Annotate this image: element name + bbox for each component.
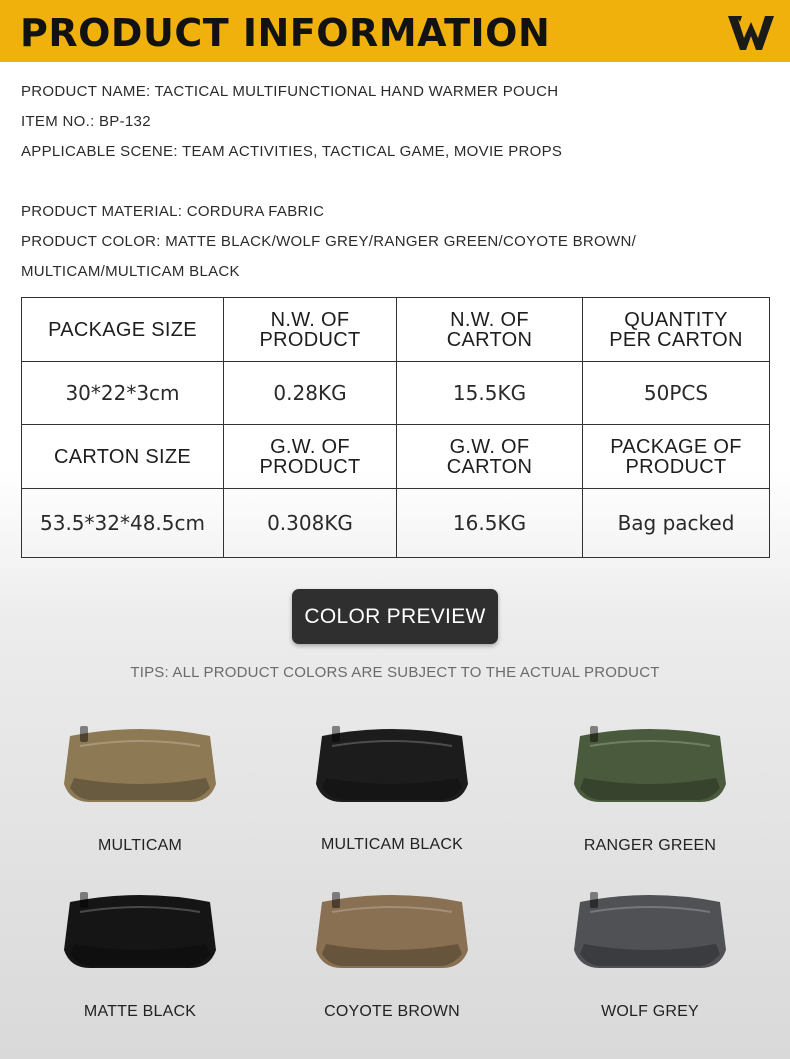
pouch-image [60, 884, 220, 974]
pouch-image [312, 718, 472, 808]
spec-header-cell: PACKAGE SIZE [22, 298, 224, 362]
nw-product-value: 0.28KG [224, 362, 397, 425]
spec-header-cell: G.W. OF PRODUCT [224, 425, 397, 489]
spec-header-cell: N.W. OF CARTON [397, 298, 583, 362]
spec-header-row [22, 425, 770, 489]
spec-value-row [22, 489, 770, 558]
pouch-image [570, 884, 730, 974]
color-label: RANGER GREEN [583, 837, 717, 854]
spec-value-row [22, 362, 770, 425]
zipper-pull [332, 892, 340, 908]
color-label: COYOTE BROWN [324, 1003, 460, 1020]
applicable-scene: APPLICABLE SCENE: TEAM ACTIVITIES, TACTICAL GAME, MOVIE PROPS [21, 143, 563, 160]
spec-header-cell: QUANTITY PER CARTON [583, 298, 770, 362]
spec-header-cell: CARTON SIZE [22, 425, 224, 489]
product-color-line-1: PRODUCT COLOR: MATTE BLACK/WOLF GREY/RANGER GREEN/COYOTE BROWN/ [21, 233, 637, 250]
nw-carton-value: 15.5KG [397, 362, 583, 425]
w-brand-logo-icon [728, 12, 774, 52]
zipper-pull [590, 726, 598, 742]
item-number: ITEM NO.: BP-132 [21, 113, 151, 130]
color-label: MULTICAM BLACK [320, 836, 464, 853]
color-label: WOLF GREY [601, 1003, 699, 1020]
product-color-line-2: MULTICAM/MULTICAM BLACK [21, 263, 240, 280]
gw-carton-value: 16.5KG [397, 489, 583, 558]
page-title: PRODUCT INFORMATION [20, 11, 551, 55]
spec-header-row [22, 298, 770, 362]
pouch-image [312, 884, 472, 974]
header-banner [0, 0, 790, 62]
package-type-value: Bag packed [583, 489, 770, 558]
carton-size-value: 53.5*32*48.5cm [22, 489, 224, 558]
pouch-image [60, 718, 220, 808]
quantity-value: 50PCS [583, 362, 770, 425]
gw-product-value: 0.308KG [224, 489, 397, 558]
color-label: MULTICAM [98, 837, 182, 854]
zipper-pull [80, 892, 88, 908]
package-size-value: 30*22*3cm [22, 362, 224, 425]
pouch-image [570, 718, 730, 808]
color-tips: TIPS: ALL PRODUCT COLORS ARE SUBJECT TO THE ACTUAL PRODUCT [130, 664, 660, 681]
zipper-pull [80, 726, 88, 742]
zipper-pull [332, 726, 340, 742]
spec-header-cell: G.W. OF CARTON [397, 425, 583, 489]
spec-table [21, 297, 770, 558]
color-preview-button[interactable]: COLOR PREVIEW [292, 589, 498, 644]
product-material: PRODUCT MATERIAL: CORDURA FABRIC [21, 203, 325, 220]
spec-header-cell: N.W. OF PRODUCT [224, 298, 397, 362]
product-name: PRODUCT NAME: TACTICAL MULTIFUNCTIONAL HAND WARMER POUCH [21, 83, 559, 100]
zipper-pull [590, 892, 598, 908]
spec-header-cell: PACKAGE OF PRODUCT [583, 425, 770, 489]
color-label: MATTE BLACK [83, 1003, 197, 1020]
